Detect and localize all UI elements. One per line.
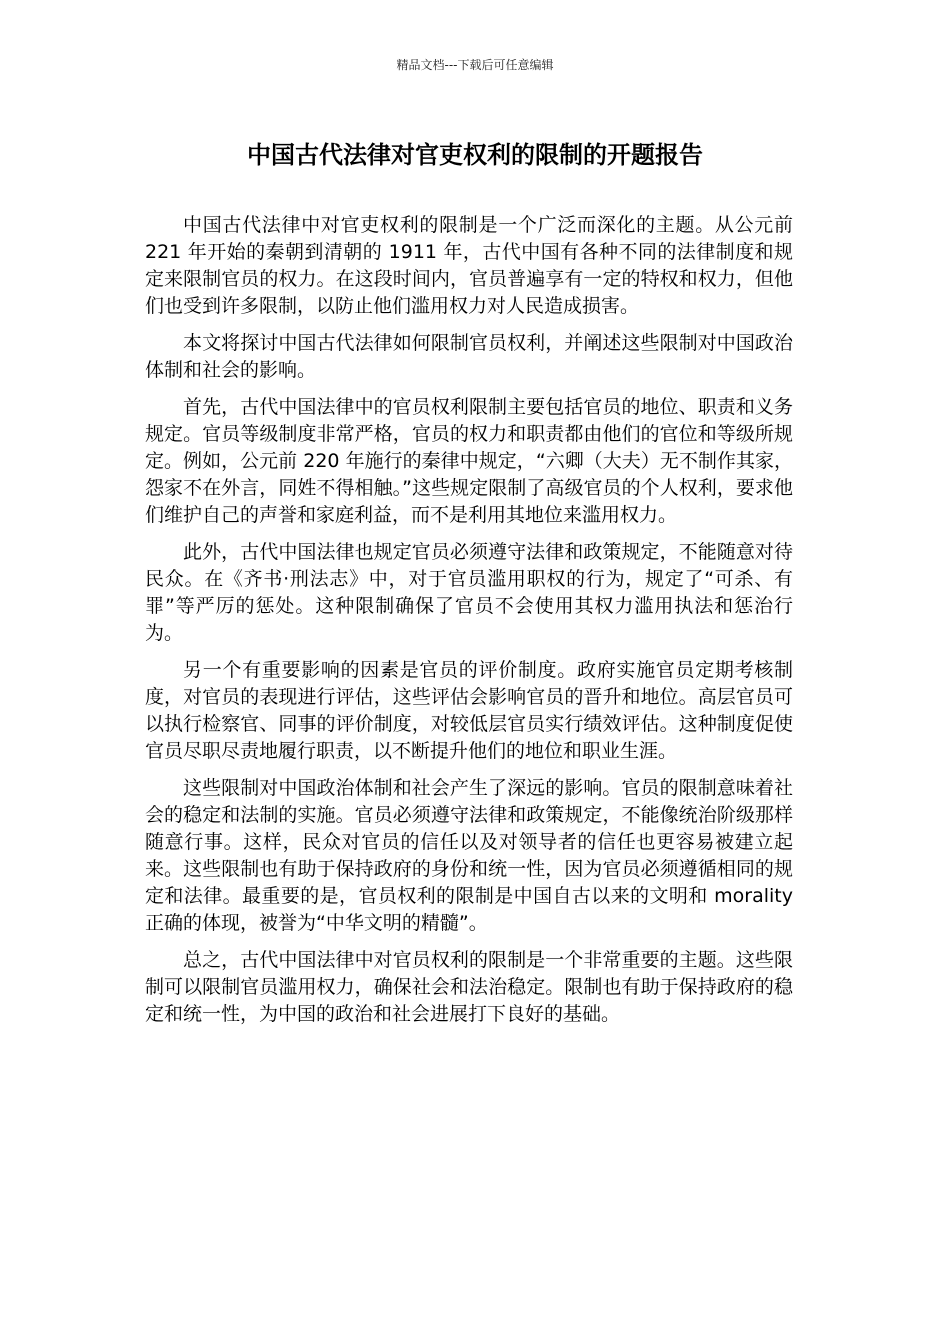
document-body	[145, 212, 793, 1038]
paragraph-impact: 这些限制对中国政治体制和社会产生了深远的影响。官员的限制意味着社会的稳定和法制的实施。官员必须遵守法律和政策规定，不能像统治阶级那样随意行事。这样，民众对官员的信任以及对领导者的信任也更容易被建立起来。这些限制也有助于保持政府的身份和统一性，因为官员必须遵循相同的规定和法律。最重要的是，官员权利的限制是中国自古以来的文明和 morality 正确的体现，被誉为“中华文明的精髓”。	[145, 777, 793, 934]
document-title: 中国古代法律对官吏权利的限制的开题报告	[247, 141, 703, 169]
paragraph-law-compliance: 此外，古代中国法律也规定官员必须遵守法律和政策规定，不能随意对待民众。在《齐书·刑法志》中，对于官员滥用职权的行为，规定了“可杀、有罪”等严厉的惩处。这种限制确保了官员不会使用其权力滥用执法和惩治行为。	[145, 541, 793, 644]
page-header-note: 精品文档---下载后可任意编辑	[396, 58, 554, 72]
paragraph-purpose: 本文将探讨中国古代法律如何限制官员权利，并阐述这些限制对中国政治体制和社会的影响。	[145, 332, 793, 381]
paragraph-intro: 中国古代法律中对官吏权利的限制是一个广泛而深化的主题。从公元前 221 年开始的秦朝到清朝的 1911 年，古代中国有各种不同的法律制度和规定来限制官员的权力。在这段时间内，官员普遍享有一定的特权和权力，但他们也受到许多限制，以防止他们滥用权力对人民造成损害。	[145, 214, 793, 317]
paragraph-conclusion: 总之，古代中国法律中对官员权利的限制是一个非常重要的主题。这些限制可以限制官员滥用权力，确保社会和法治稳定。限制也有助于保持政府的稳定和统一性，为中国的政治和社会进展打下良好的基础。	[145, 949, 793, 1025]
paragraph-evaluation: 另一个有重要影响的因素是官员的评价制度。政府实施官员定期考核制度，对官员的表现进行评估，这些评估会影响官员的晋升和地位。高层官员可以执行检察官、同事的评价制度，对较低层官员实行绩效评估。这种制度促使官员尽职尽责地履行职责，以不断提升他们的地位和职业生涯。	[145, 659, 793, 762]
paragraph-status-duties: 首先，古代中国法律中的官员权利限制主要包括官员的地位、职责和义务规定。官员等级制度非常严格，官员的权力和职责都由他们的官位和等级所规定。例如，公元前 220 年施行的秦律中规定，“六卿（大夫）无不制作其家，怨家不在外言，同姓不得相触。”这些规定限制了高级官员的个人权利，要求他们维护自己的声誉和家庭利益，而不是利用其地位来滥用权力。	[145, 396, 793, 526]
